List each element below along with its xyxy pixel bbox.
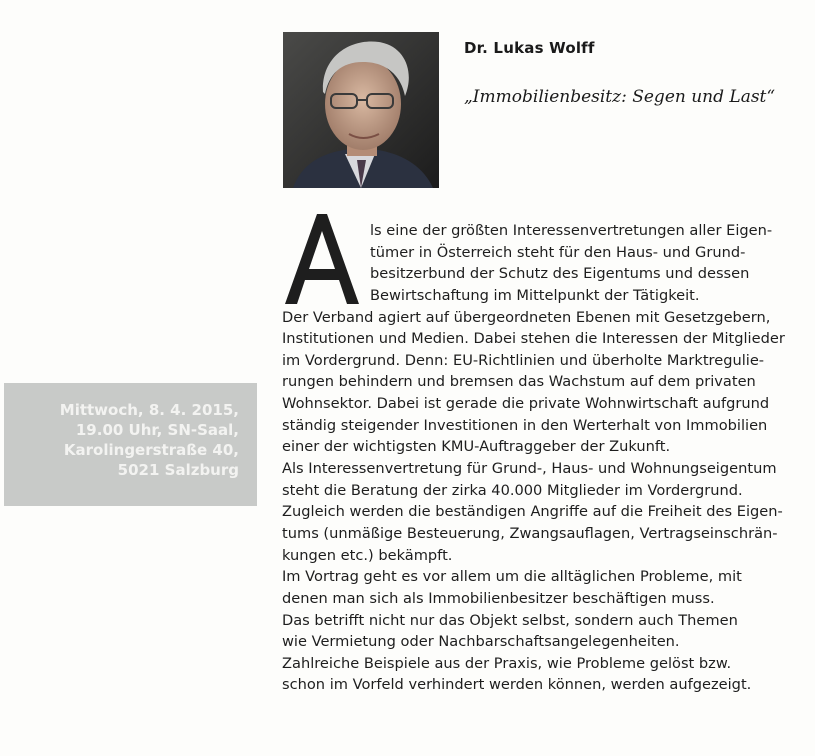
article-line: Zugleich werden die beständigen Angriffe auf die Freiheit des Eigen- — [282, 503, 783, 521]
event-street: Karolingerstraße 40, — [63, 441, 239, 459]
article-line: kungen etc.) bekämpft. — [282, 546, 453, 564]
article-line: tümer in Österreich steht für den Haus- und Grund- — [370, 243, 746, 261]
article-line: ls eine der größten Interessenvertretungen aller Eigen- — [370, 222, 773, 239]
article-line: steht die Beratung der zirka 40.000 Mitglieder im Vordergrund. — [282, 481, 743, 499]
article-line: Institutionen und Medien. Dabei stehen die Interessen der Mitglieder — [282, 330, 785, 348]
article-line: rungen behindern und bremsen das Wachstum auf dem privaten — [282, 373, 756, 391]
speaker-portrait-image — [283, 32, 439, 188]
article-line: tums (unmäßige Besteuerung, Zwangsauflagen, Vertragseinschrän- — [282, 524, 778, 542]
article-line: wie Vermietung oder Nachbarschaftsangelegenheiten. — [282, 633, 680, 651]
article-line: Bewirtschaftung im Mittelpunkt der Tätigkeit. — [370, 286, 700, 304]
article-body — [282, 220, 807, 696]
article-line: Der Verband agiert auf übergeordneten Ebenen mit Gesetzgebern, — [282, 308, 771, 326]
event-city: 5021 Salzburg — [117, 461, 239, 479]
article-line: Zahlreiche Beispiele aus der Praxis, wie Probleme gelöst bzw. — [282, 654, 732, 672]
speaker-name: Dr. Lukas Wolff — [464, 39, 595, 57]
article-line: denen man sich als Immobilienbesitzer beschäftigen muss. — [282, 589, 715, 607]
article-line: ständig steigender Investitionen in den Werterhalt von Immobilien — [282, 416, 768, 434]
speaker-portrait — [283, 32, 439, 188]
article-line: Wohnsektor. Dabei ist gerade die private Wohnwirtschaft aufgrund — [282, 395, 770, 413]
article-line: im Vordergrund. Denn: EU-Richtlinien und überholte Marktregulie- — [282, 351, 765, 369]
event-info-box — [4, 383, 257, 506]
event-info — [60, 400, 239, 480]
event-date: Mittwoch, 8. 4. 2015, — [59, 401, 239, 419]
event-time-venue: 19.00 Uhr, SN-Saal, — [75, 421, 239, 439]
article-line: Im Vortrag geht es vor allem um die alltäglichen Probleme, mit — [282, 568, 742, 586]
article-line: Als Interessenvertretung für Grund-, Haus- und Wohnungseigentum — [282, 460, 777, 478]
article-line: schon im Vorfeld verhindert werden können, werden aufgezeigt. — [282, 676, 752, 694]
talk-title: „Immobilienbesitz: Segen und Last“ — [464, 87, 776, 107]
article-line: Das betrifft nicht nur das Objekt selbst, sondern auch Themen — [282, 611, 738, 629]
article-line: einer der wichtigsten KMU-Auftraggeber der Zukunft. — [282, 438, 671, 456]
article-line: besitzerbund der Schutz des Eigentums und dessen — [370, 265, 750, 283]
